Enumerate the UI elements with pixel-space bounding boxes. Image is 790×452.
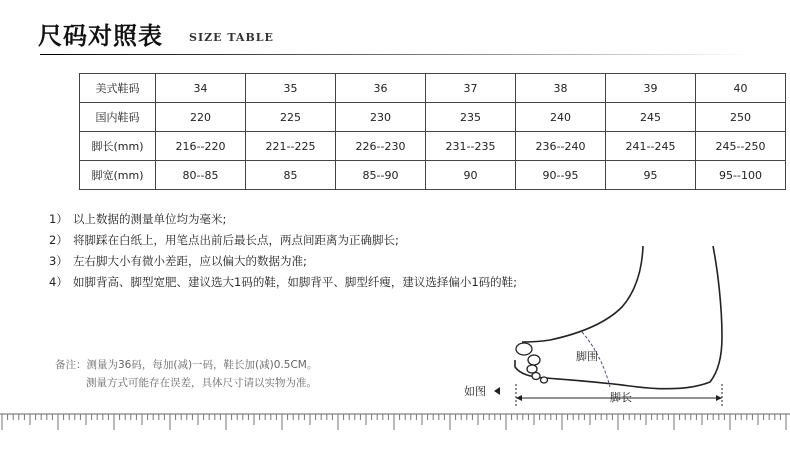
note-item [49,230,517,251]
note-number: 2） [49,233,68,247]
foot-outline [515,246,722,389]
foot-outline [522,246,643,342]
table-cell: 241--245 [606,132,696,161]
table-cell: 225 [246,103,336,132]
as-shown-arrow-icon [494,387,500,395]
table-row [80,74,786,103]
table-cell: 36 [336,74,426,103]
row-header: 脚长(mm) [80,132,156,161]
table-cell: 34 [156,74,246,103]
arrow-head-right [716,395,722,401]
arrow-head-left [516,395,522,401]
page-subtitle: SIZE TABLE [189,31,274,44]
table-cell: 38 [516,74,606,103]
title-divider [40,54,750,55]
foot-measurement-figure [460,232,790,422]
row-header: 美式鞋码 [80,74,156,103]
note-number: 3） [49,254,68,268]
note-number: 4） [49,275,68,289]
table-cell: 220 [156,103,246,132]
table-row [80,103,786,132]
note-item [49,209,517,230]
table-cell: 90--95 [516,161,606,190]
table-cell: 95--100 [696,161,786,190]
table-cell: 85 [246,161,336,190]
note-text: 左右脚大小有微小差距，应以偏大的数据为准; [73,254,307,268]
table-cell: 240 [516,103,606,132]
table-cell: 236--240 [516,132,606,161]
table-cell: 245 [606,103,696,132]
header [0,14,790,54]
table-cell: 80--85 [156,161,246,190]
table-cell: 35 [246,74,336,103]
table-cell: 226--230 [336,132,426,161]
table-cell: 40 [696,74,786,103]
table-cell: 37 [426,74,516,103]
table-cell: 231--235 [426,132,516,161]
notes-list [49,209,517,293]
table-cell: 95 [606,161,696,190]
ruler-background [0,406,790,446]
row-header: 国内鞋码 [80,103,156,132]
note-item [49,251,517,272]
table-cell: 39 [606,74,696,103]
table-cell: 250 [696,103,786,132]
table-cell: 216--220 [156,132,246,161]
table-cell: 221--225 [246,132,336,161]
table-cell: 230 [336,103,426,132]
table-row [80,161,786,190]
table-cell: 85--90 [336,161,426,190]
note-item [49,272,517,293]
table-cell: 90 [426,161,516,190]
girth-label: 脚围 [576,350,598,363]
table-cell: 235 [426,103,516,132]
length-label: 脚长 [610,391,632,404]
remark [55,356,317,392]
size-table [79,73,786,190]
table-row [80,132,786,161]
note-text: 如脚背高、脚型宽肥、建议选大1码的鞋，如脚背平、脚型纤瘦，建议选择偏小1码的鞋; [73,275,518,289]
remark-line: 备注：测量为36码，每加(减)一码，鞋长加(减)0.5CM。 [55,359,318,371]
note-text: 以上数据的测量单位均为毫米; [73,212,227,226]
row-header: 脚宽(mm) [80,161,156,190]
page-title: 尺码对照表 [38,21,163,50]
note-number: 1） [49,212,68,226]
remark-line: 测量方式可能存在误差，具体尺寸请以实物为准。 [86,377,317,389]
ruler [0,406,790,446]
table-cell: 245--250 [696,132,786,161]
note-text: 将脚踩在白纸上，用笔点出前后最长点，两点间距离为正确脚长; [73,233,399,247]
as-shown-label: 如图 [464,385,486,398]
toes [516,343,548,383]
